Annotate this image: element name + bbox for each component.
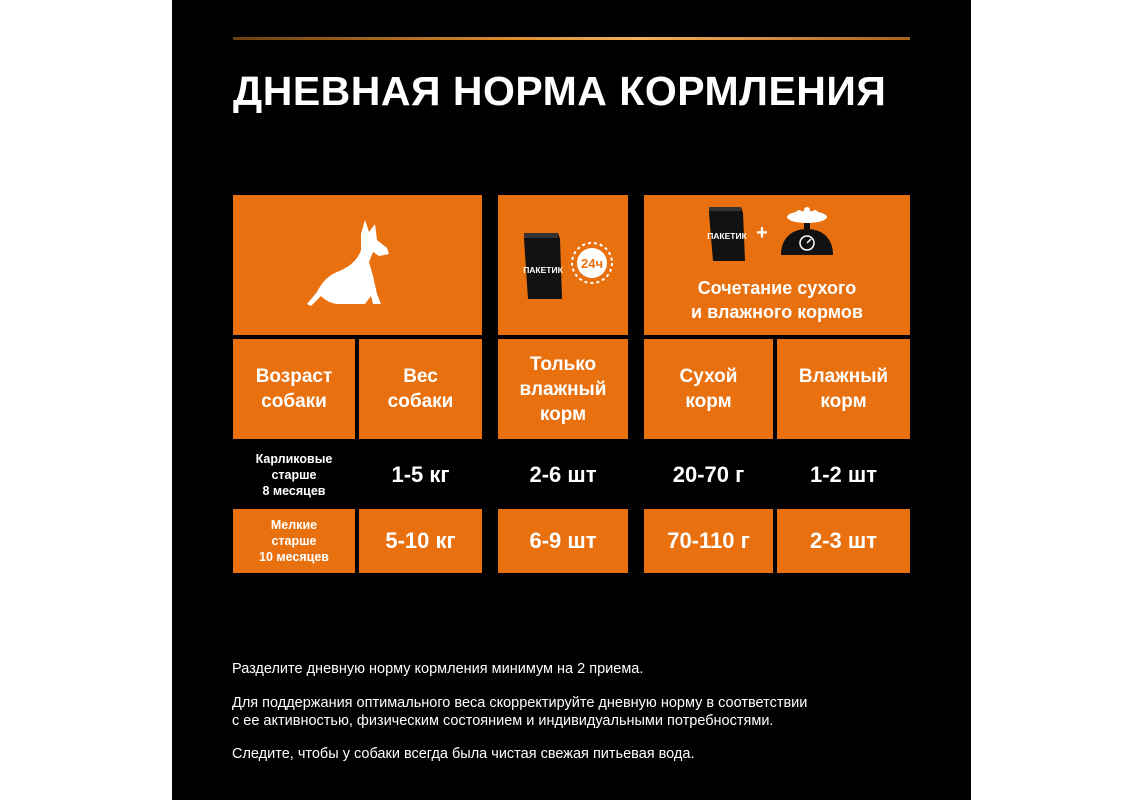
combo-label-line2: и влажного кормов <box>691 302 863 322</box>
table-row-1-wet: 1-2 шт <box>809 462 878 487</box>
feeding-panel <box>172 0 971 800</box>
header-wet-only: Только влажный корм <box>498 339 628 439</box>
pouch-label: ПАКЕТИК <box>523 265 563 275</box>
table-row-2-age: Мелкие старше 10 месяцев <box>233 509 355 573</box>
table-row-2-wet-only: 6-9 шт <box>498 509 628 573</box>
24h-clock-icon <box>572 243 612 283</box>
pouch-icon <box>508 225 618 305</box>
combo-label-line1: Сочетание сухого <box>697 278 857 298</box>
clock-label: 24ч <box>580 256 604 271</box>
table-row-1-weight: 1-5 кг <box>391 462 450 487</box>
page-title: ДНЕВНАЯ НОРМА КОРМЛЕНИЯ <box>233 68 887 114</box>
table-row-1-wet-only: 2-6 шт <box>529 462 597 487</box>
header-weight: Вес собаки <box>359 339 482 439</box>
table-row-2-weight: 5-10 кг <box>359 509 482 573</box>
kitchen-scale-icon <box>781 207 833 255</box>
note-fresh-water: Следите, чтобы у собаки всегда была чистая свежая питьевая вода. <box>232 746 695 762</box>
note-adjust-line1: Для поддержания оптимального веса скорректируйте дневную норму в соответствии <box>232 695 808 711</box>
table-row-1-dry: 20-70 г <box>672 462 745 487</box>
header-age: Возраст собаки <box>233 339 355 439</box>
plus-sign: + <box>756 222 768 244</box>
note-adjust-line2: с ее активностью, физическим состоянием и индивидуальными потребностями. <box>232 713 774 729</box>
wet-only-icon-cell <box>498 195 628 335</box>
dog-silhouette-icon <box>303 210 413 320</box>
dog-icon-cell <box>233 195 482 335</box>
header-wet: Влажный корм <box>777 339 910 439</box>
pouch-scale-icon-group <box>707 203 847 263</box>
table-row-1-age: Карликовые старше 8 месяцев <box>255 452 333 498</box>
note-split-meals: Разделите дневную норму кормления минимум на 2 приема. <box>232 661 644 677</box>
header-dry: Сухой корм <box>644 339 773 439</box>
pouch-label: ПАКЕТИК <box>707 231 747 241</box>
table-row-2-dry: 70-110 г <box>644 509 773 573</box>
combo-label <box>644 276 910 324</box>
gold-divider <box>233 37 910 40</box>
table-row-2-wet: 2-3 шт <box>777 509 910 573</box>
